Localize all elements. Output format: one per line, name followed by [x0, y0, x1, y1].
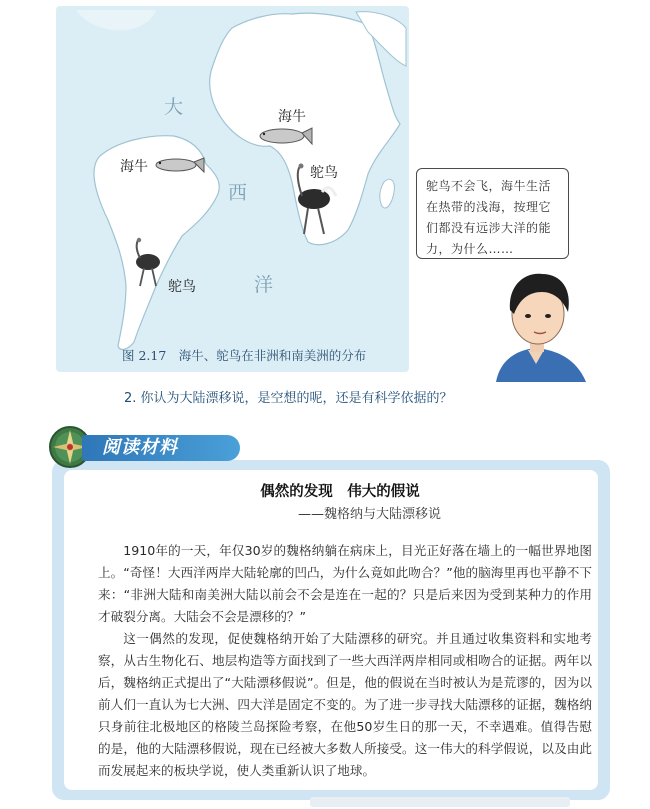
north-landmass [76, 10, 156, 30]
boy-illustration [486, 262, 596, 382]
ocean-char-da: 大 [164, 96, 184, 118]
map-figure [56, 6, 409, 372]
label-manatee-america: 海牛 [120, 159, 148, 175]
madagascar-landmass [380, 179, 395, 208]
label-ostrich-america: 鸵鸟 [168, 279, 196, 295]
reading-header [48, 425, 608, 471]
reading-paragraph-2: 这一偶然的发现，促使魏格纳开始了大陆漂移的研究。并且通过收集资料和实地考察，从古生物化石、地层构造等方面找到了一些大西洋两岸相同或相吻合的证据。两年以后，魏格纳正式提出了“大陆漂移假说”。但是，他的假说在当时被认为是荒谬的，因为以前人们一直认为七大洲、四大洋是固定不变的。为了进一步寻找大陆漂移的证据，魏格纳只身前往北极地区的格陵兰岛探险考察，在他50岁生日的那一天，不幸遇难。值得告慰的是，他的大陆漂移假说，现在已经被大多数人所接受。这一伟大的科学假说，以及由此而发展起来的板块学说，使人类重新认识了地球。 [98, 631, 592, 778]
reading-paragraph-1: 1910年的一天，年仅30岁的魏格纳躺在病床上，目光正好落在墙上的一幅世界地图上。“奇怪！大西洋两岸大陆轮廓的凹凸，为什么竟如此吻合？”他的脑海里再也平静不下来：“非洲大陆和南美洲大陆以前会不会是连在一起的？只是后来因为受到某种力的作用才破裂分离。大陆会不会是漂移的？” [98, 543, 592, 624]
ocean-char-yang: 洋 [254, 274, 274, 296]
page-footer-strip [310, 797, 570, 807]
bubble-line-4: 力，为什么…… [426, 242, 514, 256]
bubble-line-3: 们都没有远涉大洋的能 [426, 221, 552, 235]
bubble-line-2: 在热带的浅海，按理它 [426, 200, 552, 214]
reading-subtitle: ——魏格纳与大陆漂移说 [298, 507, 442, 522]
bubble-line-1: 鸵鸟不会飞，海牛生活 [426, 179, 552, 193]
africa-landmass [210, 13, 400, 245]
figure-caption: 图 2.17 海牛、鸵鸟在非洲和南美洲的分布 [122, 348, 367, 363]
question-text: 2. 你认为大陆漂移说，是空想的呢，还是有科学依据的？ [124, 391, 453, 406]
label-ostrich-africa: 鸵鸟 [310, 165, 338, 181]
speech-bubble [416, 168, 569, 259]
ocean-char-xi: 西 [228, 182, 248, 204]
reading-tag: 阅读材料 [82, 435, 240, 461]
label-manatee-africa: 海牛 [278, 109, 306, 125]
reading-title: 偶然的发现 伟大的假说 [260, 484, 420, 500]
